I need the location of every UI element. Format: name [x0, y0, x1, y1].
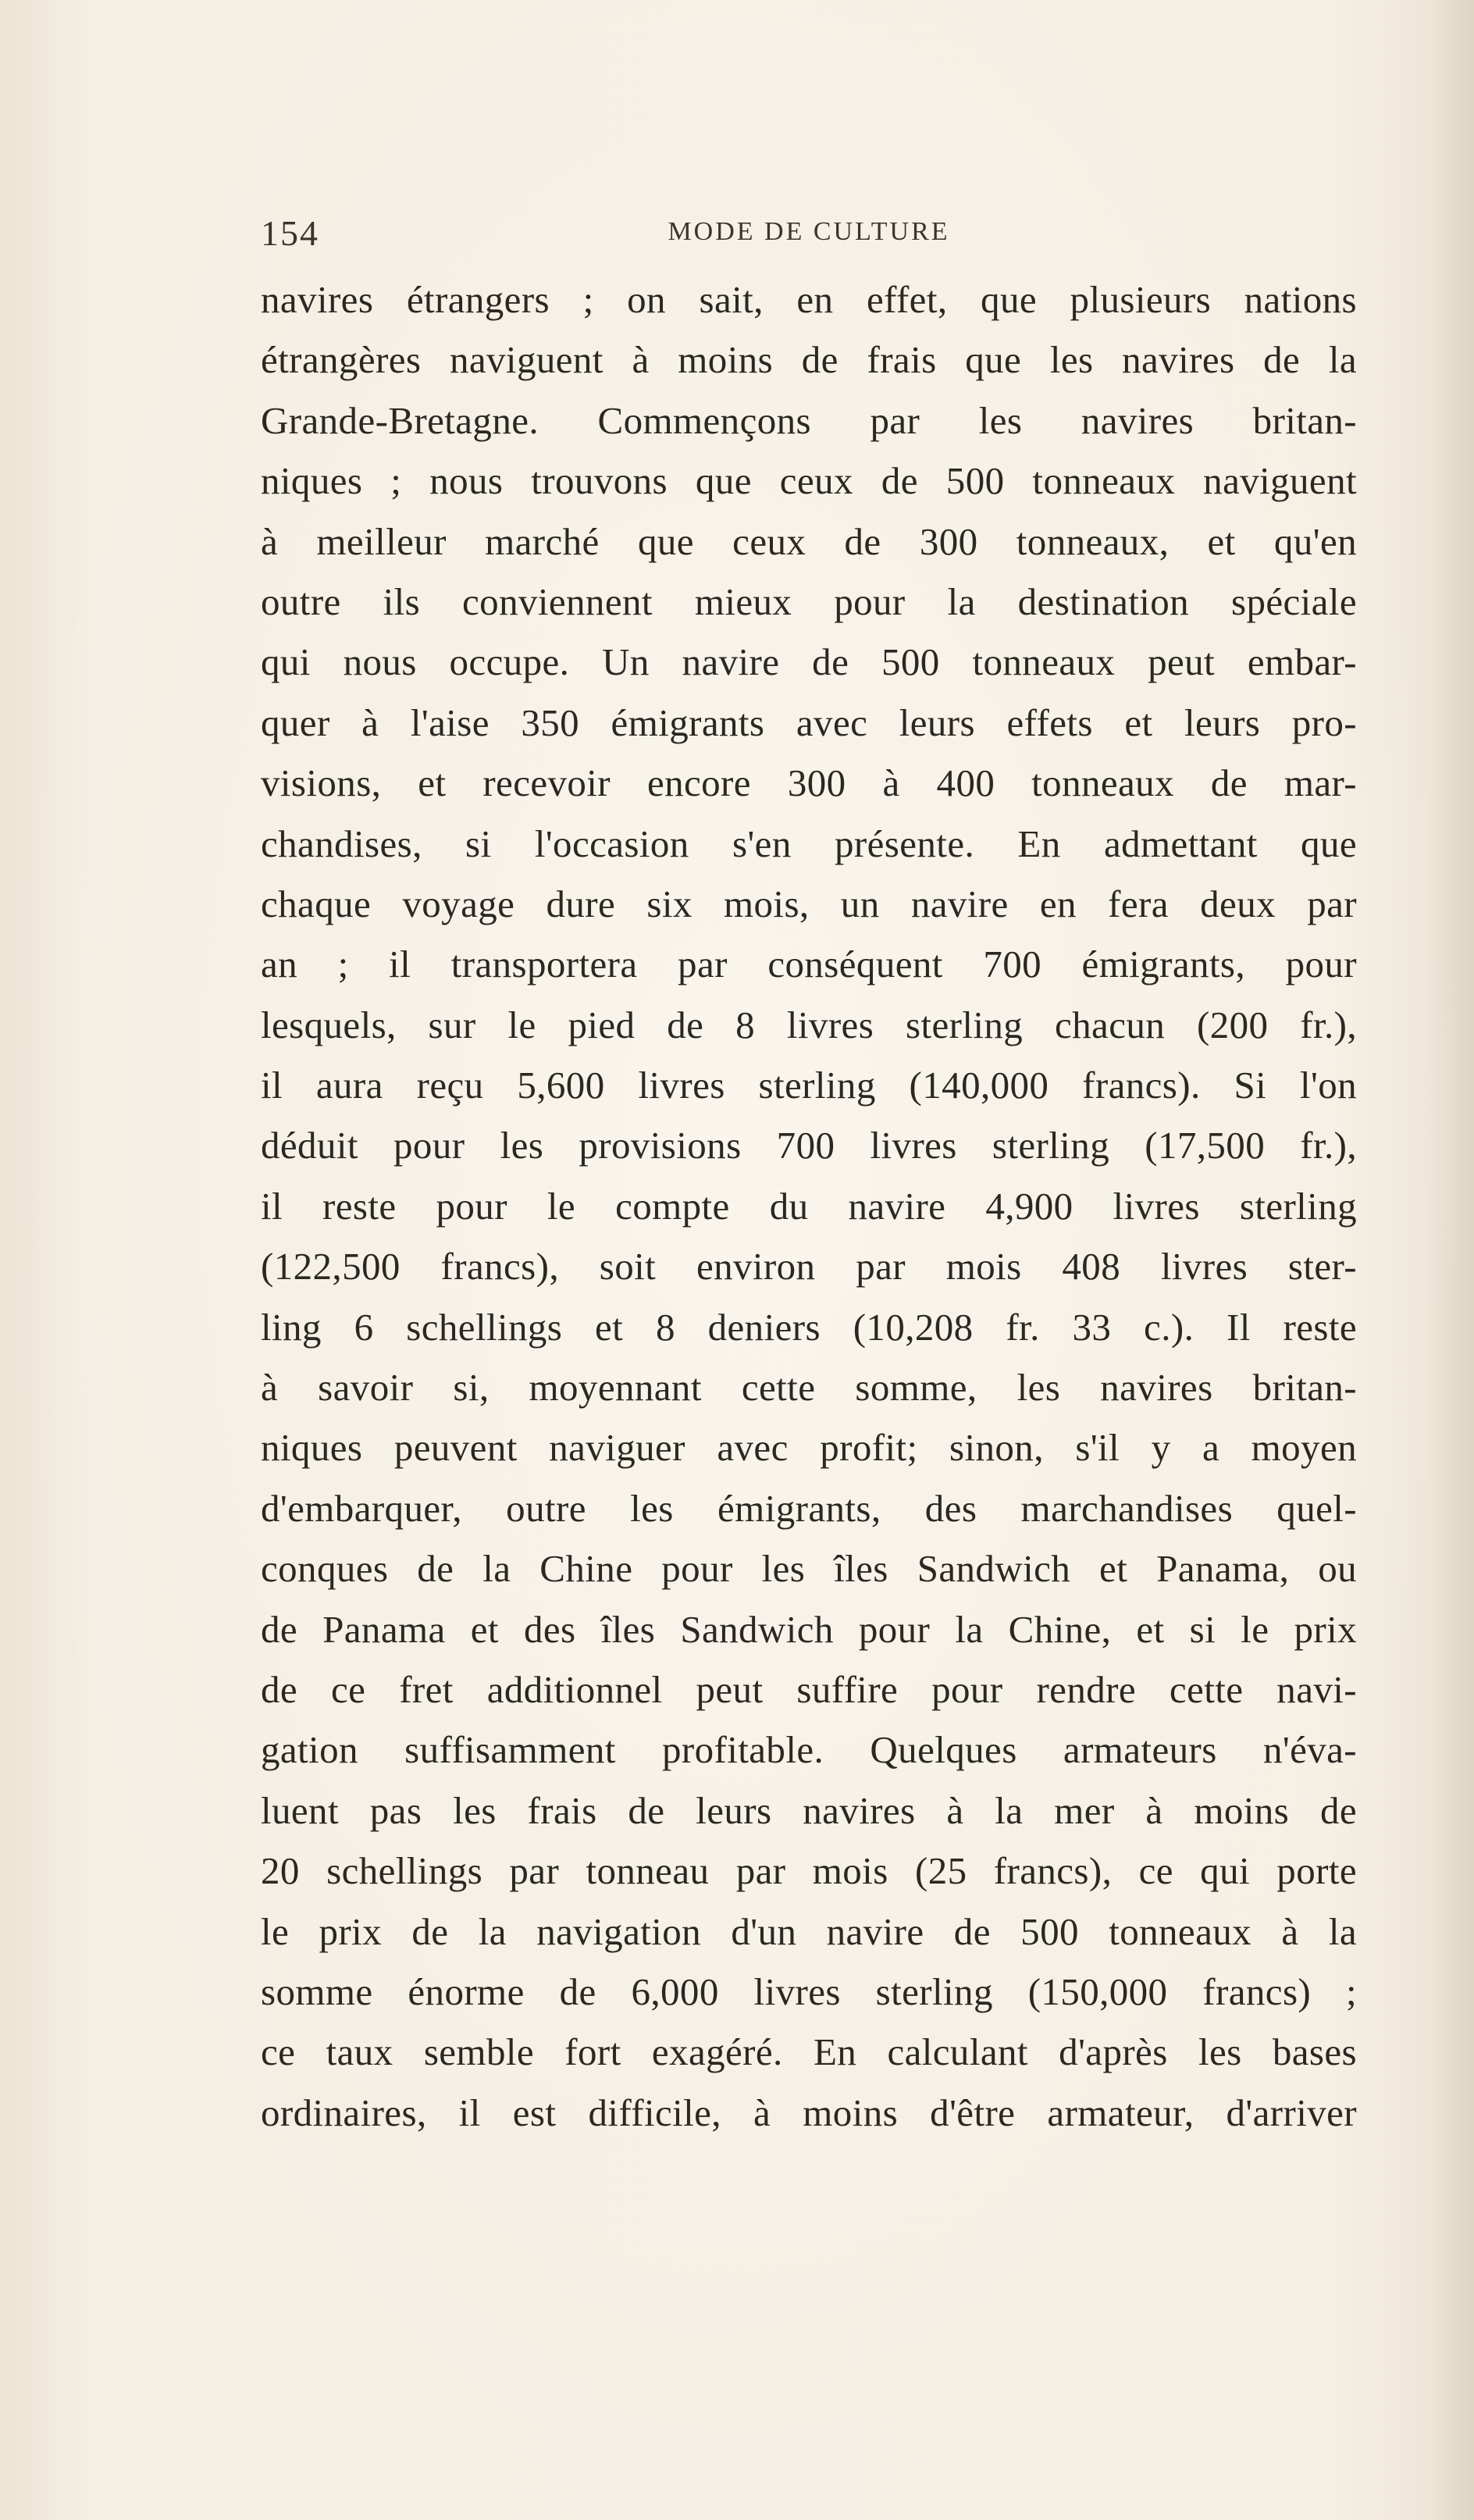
text-line: conques de la Chine pour les îles Sandwich et Panama, ou — [261, 1547, 1357, 1591]
text-line: luent pas les frais de leurs navires à la mer à moins de — [261, 1788, 1357, 1832]
text-line: qui nous occupe. Un navire de 500 tonneaux peut embar- — [261, 640, 1357, 684]
text-line: visions, et recevoir encore 300 à 400 tonneaux de mar- — [261, 761, 1357, 805]
text-line: le prix de la navigation d'un navire de 500 tonneaux à la — [261, 1909, 1357, 1953]
text-line: de ce fret additionnel peut suffire pour rendre cette navi- — [261, 1667, 1357, 1711]
text-line: d'embarquer, outre les émigrants, des marchandises quel- — [261, 1486, 1357, 1530]
text-line: il reste pour le compte du navire 4,900 livres sterling — [261, 1184, 1357, 1228]
body-text — [261, 269, 1357, 2143]
text-line: ce taux semble fort exagéré. En calculant d'après les bases — [261, 2030, 1357, 2074]
text-line: (122,500 francs), soit environ par mois 408 livres ster- — [261, 1245, 1357, 1289]
text-line: il aura reçu 5,600 livres sterling (140,000 francs). Si l'on — [261, 1064, 1357, 1107]
text-line: quer à l'aise 350 émigrants avec leurs effets et leurs pro- — [261, 700, 1357, 744]
running-title: MODE DE CULTURE — [668, 217, 950, 246]
text-line: outre ils conviennent mieux pour la destination spéciale — [261, 579, 1357, 623]
text-line: somme énorme de 6,000 livres sterling (150,000 francs) ; — [261, 1969, 1357, 2013]
text-line: à savoir si, moyennant cette somme, les navires britan- — [261, 1366, 1357, 1410]
text-line: an ; il transportera par conséquent 700 émigrants, pour — [261, 943, 1357, 986]
page-number: 154 — [261, 213, 319, 253]
text-line: Grande-Bretagne. Commençons par les navires britan- — [261, 398, 1357, 442]
text-line: ordinaires, il est difficile, à moins d'être armateur, d'arriver — [261, 2090, 1357, 2134]
page-edge-shadow — [1427, 0, 1474, 2520]
text-line: navires étrangers ; on sait, en effet, que plusieurs nations — [261, 278, 1357, 321]
text-line: niques ; nous trouvons que ceux de 500 tonneaux naviguent — [261, 459, 1357, 503]
text-line: de Panama et des îles Sandwich pour la Chine, et si le prix — [261, 1607, 1357, 1651]
text-line: lesquels, sur le pied de 8 livres sterling chacun (200 fr.), — [261, 1003, 1357, 1046]
text-line: à meilleur marché que ceux de 300 tonneaux, et qu'en — [261, 519, 1357, 563]
text-line: déduit pour les provisions 700 livres sterling (17,500 fr.), — [261, 1124, 1357, 1167]
text-line: ling 6 schellings et 8 deniers (10,208 fr. 33 c.). Il reste — [261, 1305, 1357, 1349]
text-line: étrangères naviguent à moins de frais que les navires de la — [261, 338, 1357, 382]
text-line: chaque voyage dure six mois, un navire en fera deux par — [261, 882, 1357, 925]
running-head — [261, 212, 1357, 259]
text-line: gation suffisamment profitable. Quelques armateurs n'éva- — [261, 1728, 1357, 1772]
text-line: chandises, si l'occasion s'en présente. En admettant que — [261, 822, 1357, 865]
text-line: niques peuvent naviguer avec profit; sinon, s'il y a moyen — [261, 1426, 1357, 1470]
text-line: 20 schellings par tonneau par mois (25 francs), ce qui porte — [261, 1849, 1357, 1893]
